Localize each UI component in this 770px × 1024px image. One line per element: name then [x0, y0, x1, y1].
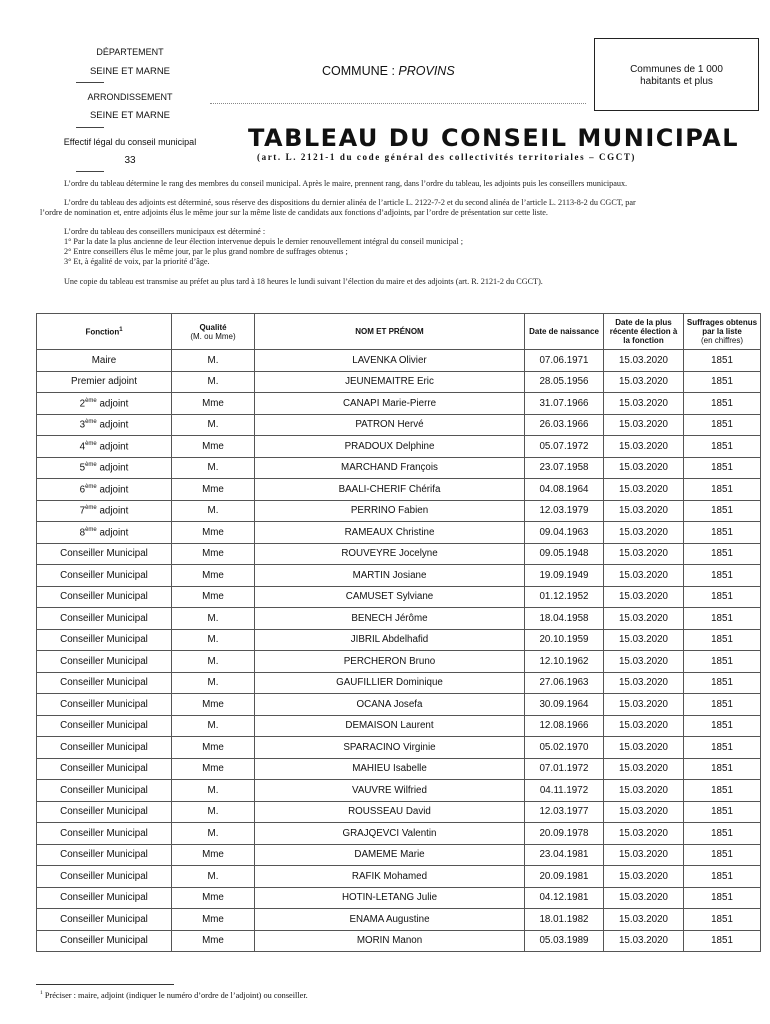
cell-election: 15.03.2020: [604, 479, 684, 501]
cell-suffrages: 1851: [684, 565, 761, 587]
cell-nom: PATRON Hervé: [255, 414, 525, 436]
cell-nom: MARCHAND François: [255, 457, 525, 479]
cell-qualite: M.: [172, 629, 255, 651]
cell-naissance: 23.07.1958: [525, 457, 604, 479]
cell-qualite: M.: [172, 801, 255, 823]
table-header-row: [37, 314, 761, 350]
cell-fonction: Conseiller Municipal: [37, 930, 172, 952]
cell-suffrages: 1851: [684, 780, 761, 802]
cell-qualite: Mme: [172, 479, 255, 501]
box-line-1: Communes de 1 000: [630, 64, 723, 75]
cell-fonction: Conseiller Municipal: [37, 715, 172, 737]
cell-nom: PERCHERON Bruno: [255, 651, 525, 673]
cell-fonction: 5ème adjoint: [37, 457, 172, 479]
cell-suffrages: 1851: [684, 608, 761, 630]
cell-fonction: Conseiller Municipal: [37, 672, 172, 694]
cell-suffrages: 1851: [684, 694, 761, 716]
cell-nom: ROUSSEAU David: [255, 801, 525, 823]
cell-election: 15.03.2020: [604, 909, 684, 931]
intro-paragraph-4: Une copie du tableau est transmise au préfet au plus tard à 18 heures le lundi suivant l’élection du maire et des adjoints (art. R. 2121-2 du CGCT).: [64, 277, 543, 286]
cell-fonction: 3ème adjoint: [37, 414, 172, 436]
cell-fonction: Conseiller Municipal: [37, 737, 172, 759]
table-row: [37, 866, 761, 888]
cell-fonction: Conseiller Municipal: [37, 823, 172, 845]
cell-nom: LAVENKA Olivier: [255, 350, 525, 372]
table-row: [37, 887, 761, 909]
cell-nom: OCANA Josefa: [255, 694, 525, 716]
cell-nom: HOTIN-LETANG Julie: [255, 887, 525, 909]
table-row: [37, 629, 761, 651]
cell-nom: MARTIN Josiane: [255, 565, 525, 587]
cell-suffrages: 1851: [684, 715, 761, 737]
cell-naissance: 04.12.1981: [525, 887, 604, 909]
cell-fonction: Conseiller Municipal: [37, 866, 172, 888]
header-suffrages: Suffrages obtenus par la liste (en chiffres): [684, 314, 761, 350]
cell-nom: MAHIEU Isabelle: [255, 758, 525, 780]
header-qualite: Qualité (M. ou Mme): [172, 314, 255, 350]
cell-nom: DEMAISON Laurent: [255, 715, 525, 737]
cell-naissance: 18.04.1958: [525, 608, 604, 630]
intro-paragraph-1: L’ordre du tableau détermine le rang des membres du conseil municipal. Après le maire, prennent rang, dans l’ordre du tableau, les adjoints puis les conseillers municipaux.: [64, 179, 628, 188]
intro-rule-3: 3° Et, à égalité de voix, par la priorité d’âge.: [64, 257, 210, 266]
cell-naissance: 05.03.1989: [525, 930, 604, 952]
cell-qualite: M.: [172, 608, 255, 630]
cell-qualite: Mme: [172, 565, 255, 587]
intro-paragraph-2b: l’ordre de nomination et, entre adjoints élus le même jour sur la même liste de candidats aux fonctions d’adjoints, par l’ordre de présentation sur cette liste.: [40, 208, 548, 217]
footnote-text: Préciser : maire, adjoint (indiquer le numéro d’ordre de l’adjoint) ou conseiller.: [42, 990, 308, 1000]
cell-fonction: Maire: [37, 350, 172, 372]
intro-paragraph-2a: L’ordre du tableau des adjoints est déterminé, sous réserve des dispositions du dernier alinéa de l’article L. 2122-7-2 et du second alinéa de l’article L. 2113-8-2 du CGCT, par: [64, 198, 636, 207]
effectif-label: Effectif légal du conseil municipal: [63, 137, 197, 147]
cell-election: 15.03.2020: [604, 715, 684, 737]
population-box: [594, 38, 759, 111]
cell-naissance: 26.03.1966: [525, 414, 604, 436]
cell-election: 15.03.2020: [604, 586, 684, 608]
cell-election: 15.03.2020: [604, 522, 684, 544]
table-row: [37, 930, 761, 952]
cell-fonction: Conseiller Municipal: [37, 565, 172, 587]
footnote: [40, 990, 308, 1000]
cell-election: 15.03.2020: [604, 414, 684, 436]
council-table: [36, 313, 761, 952]
table-row: [37, 844, 761, 866]
cell-suffrages: 1851: [684, 586, 761, 608]
cell-naissance: 04.11.1972: [525, 780, 604, 802]
cell-suffrages: 1851: [684, 909, 761, 931]
cell-nom: BENECH Jérôme: [255, 608, 525, 630]
table-row: [37, 393, 761, 415]
departement-value: SEINE ET MARNE: [89, 66, 171, 77]
cell-fonction: Conseiller Municipal: [37, 844, 172, 866]
cell-nom: CAMUSET Sylviane: [255, 586, 525, 608]
cell-qualite: M.: [172, 715, 255, 737]
cell-qualite: M.: [172, 414, 255, 436]
cell-nom: RAMEAUX Christine: [255, 522, 525, 544]
cell-suffrages: 1851: [684, 436, 761, 458]
cell-qualite: Mme: [172, 909, 255, 931]
cell-naissance: 18.01.1982: [525, 909, 604, 931]
cell-nom: PERRINO Fabien: [255, 500, 525, 522]
cell-suffrages: 1851: [684, 651, 761, 673]
cell-suffrages: 1851: [684, 457, 761, 479]
cell-election: 15.03.2020: [604, 543, 684, 565]
cell-election: 15.03.2020: [604, 350, 684, 372]
cell-naissance: 12.08.1966: [525, 715, 604, 737]
intro-paragraph-3: L’ordre du tableau des conseillers municipaux est déterminé :: [64, 227, 266, 236]
arrondissement-value: SEINE ET MARNE: [89, 110, 171, 121]
cell-suffrages: 1851: [684, 823, 761, 845]
table-row: [37, 522, 761, 544]
cell-nom: JIBRIL Abdelhafid: [255, 629, 525, 651]
cell-fonction: Conseiller Municipal: [37, 586, 172, 608]
cell-qualite: Mme: [172, 930, 255, 952]
table-row: [37, 457, 761, 479]
cell-fonction: Conseiller Municipal: [37, 543, 172, 565]
table-row: [37, 500, 761, 522]
cell-suffrages: 1851: [684, 737, 761, 759]
cell-nom: PRADOUX Delphine: [255, 436, 525, 458]
cell-fonction: Premier adjoint: [37, 371, 172, 393]
header-nom: NOM ET PRÉNOM: [255, 314, 525, 350]
cell-naissance: 20.09.1981: [525, 866, 604, 888]
cell-qualite: Mme: [172, 737, 255, 759]
cell-qualite: M.: [172, 866, 255, 888]
cell-fonction: Conseiller Municipal: [37, 887, 172, 909]
cell-election: 15.03.2020: [604, 457, 684, 479]
cell-election: 15.03.2020: [604, 758, 684, 780]
cell-suffrages: 1851: [684, 371, 761, 393]
cell-fonction: Conseiller Municipal: [37, 758, 172, 780]
footnote-marker: 1: [119, 327, 123, 334]
cell-naissance: 12.10.1962: [525, 651, 604, 673]
cell-nom: GRAJQEVCI Valentin: [255, 823, 525, 845]
cell-nom: GAUFILLIER Dominique: [255, 672, 525, 694]
cell-fonction: Conseiller Municipal: [37, 780, 172, 802]
cell-fonction: Conseiller Municipal: [37, 801, 172, 823]
table-row: [37, 909, 761, 931]
cell-fonction: Conseiller Municipal: [37, 694, 172, 716]
cell-fonction: 6ème adjoint: [37, 479, 172, 501]
cell-nom: RAFIK Mohamed: [255, 866, 525, 888]
divider: [76, 127, 104, 128]
cell-election: 15.03.2020: [604, 371, 684, 393]
table-body: [37, 350, 761, 952]
cell-election: 15.03.2020: [604, 672, 684, 694]
cell-qualite: Mme: [172, 586, 255, 608]
cell-naissance: 09.04.1963: [525, 522, 604, 544]
dotted-divider: [210, 103, 586, 104]
cell-qualite: M.: [172, 500, 255, 522]
cell-naissance: 30.09.1964: [525, 694, 604, 716]
table-row: [37, 586, 761, 608]
cell-naissance: 07.06.1971: [525, 350, 604, 372]
cell-qualite: M.: [172, 780, 255, 802]
cell-qualite: M.: [172, 371, 255, 393]
cell-naissance: 19.09.1949: [525, 565, 604, 587]
cell-fonction: Conseiller Municipal: [37, 651, 172, 673]
cell-election: 15.03.2020: [604, 866, 684, 888]
cell-nom: CANAPI Marie-Pierre: [255, 393, 525, 415]
table-row: [37, 823, 761, 845]
cell-fonction: 7ème adjoint: [37, 500, 172, 522]
footnote-marker: 1: [40, 990, 43, 996]
table-row: [37, 694, 761, 716]
table-row: [37, 414, 761, 436]
cell-nom: ROUVEYRE Jocelyne: [255, 543, 525, 565]
table-row: [37, 371, 761, 393]
cell-qualite: Mme: [172, 522, 255, 544]
cell-election: 15.03.2020: [604, 844, 684, 866]
departement-label: DÉPARTEMENT: [96, 47, 164, 57]
cell-election: 15.03.2020: [604, 930, 684, 952]
cell-fonction: 4ème adjoint: [37, 436, 172, 458]
cell-naissance: 12.03.1979: [525, 500, 604, 522]
cell-suffrages: 1851: [684, 350, 761, 372]
cell-election: 15.03.2020: [604, 694, 684, 716]
cell-qualite: M.: [172, 457, 255, 479]
cell-election: 15.03.2020: [604, 500, 684, 522]
cell-fonction: Conseiller Municipal: [37, 629, 172, 651]
cell-election: 15.03.2020: [604, 887, 684, 909]
cell-suffrages: 1851: [684, 801, 761, 823]
cell-nom: DAMEME Marie: [255, 844, 525, 866]
cell-suffrages: 1851: [684, 930, 761, 952]
intro-rule-2: 2° Entre conseillers élus le même jour, par le plus grand nombre de suffrages obtenus ;: [64, 247, 348, 256]
cell-nom: MORIN Manon: [255, 930, 525, 952]
cell-election: 15.03.2020: [604, 629, 684, 651]
page-subtitle: (art. L. 2121-1 du code général des collectivités territoriales – CGCT): [257, 152, 637, 162]
cell-election: 15.03.2020: [604, 565, 684, 587]
cell-election: 15.03.2020: [604, 393, 684, 415]
table-row: [37, 651, 761, 673]
cell-suffrages: 1851: [684, 479, 761, 501]
cell-fonction: Conseiller Municipal: [37, 608, 172, 630]
cell-naissance: 27.06.1963: [525, 672, 604, 694]
table-row: [37, 758, 761, 780]
cell-fonction: 8ème adjoint: [37, 522, 172, 544]
cell-naissance: 23.04.1981: [525, 844, 604, 866]
cell-naissance: 05.07.1972: [525, 436, 604, 458]
table-row: [37, 479, 761, 501]
table-row: [37, 715, 761, 737]
cell-naissance: 20.10.1959: [525, 629, 604, 651]
table-row: [37, 565, 761, 587]
header-naissance: Date de naissance: [525, 314, 604, 350]
header-election: Date de la plus récente élection à la fonction: [604, 314, 684, 350]
cell-election: 15.03.2020: [604, 823, 684, 845]
divider: [76, 82, 104, 83]
cell-election: 15.03.2020: [604, 737, 684, 759]
cell-naissance: 09.05.1948: [525, 543, 604, 565]
cell-qualite: Mme: [172, 436, 255, 458]
arrondissement-label: ARRONDISSEMENT: [87, 92, 173, 102]
table-row: [37, 737, 761, 759]
commune-label: COMMUNE :: [322, 64, 399, 78]
table-row: [37, 780, 761, 802]
cell-election: 15.03.2020: [604, 608, 684, 630]
table-row: [37, 608, 761, 630]
table-row: [37, 436, 761, 458]
cell-fonction: Conseiller Municipal: [37, 909, 172, 931]
cell-naissance: 01.12.1952: [525, 586, 604, 608]
table-row: [37, 672, 761, 694]
page-title: TABLEAU DU CONSEIL MUNICIPAL: [248, 124, 740, 152]
cell-suffrages: 1851: [684, 414, 761, 436]
table-row: [37, 801, 761, 823]
cell-election: 15.03.2020: [604, 436, 684, 458]
cell-naissance: 28.05.1956: [525, 371, 604, 393]
table-row: [37, 543, 761, 565]
cell-election: 15.03.2020: [604, 780, 684, 802]
effectif-value: 33: [124, 155, 136, 166]
commune-name: PROVINS: [398, 64, 455, 78]
cell-suffrages: 1851: [684, 887, 761, 909]
cell-suffrages: 1851: [684, 866, 761, 888]
cell-qualite: M.: [172, 651, 255, 673]
cell-election: 15.03.2020: [604, 651, 684, 673]
cell-naissance: 31.07.1966: [525, 393, 604, 415]
cell-suffrages: 1851: [684, 758, 761, 780]
cell-suffrages: 1851: [684, 629, 761, 651]
cell-qualite: Mme: [172, 543, 255, 565]
cell-suffrages: 1851: [684, 672, 761, 694]
cell-naissance: 05.02.1970: [525, 737, 604, 759]
cell-qualite: Mme: [172, 844, 255, 866]
cell-suffrages: 1851: [684, 522, 761, 544]
cell-qualite: M.: [172, 672, 255, 694]
cell-suffrages: 1851: [684, 844, 761, 866]
cell-fonction: 2ème adjoint: [37, 393, 172, 415]
intro-rule-1: 1° Par la date la plus ancienne de leur élection intervenue depuis le dernier renouvellement intégral du conseil municipal ;: [64, 237, 464, 246]
header-fonction: Fonction$^1$: [37, 314, 172, 350]
cell-naissance: 20.09.1978: [525, 823, 604, 845]
footnote-divider: [36, 984, 174, 985]
cell-nom: SPARACINO Virginie: [255, 737, 525, 759]
cell-suffrages: 1851: [684, 500, 761, 522]
table-row: [37, 350, 761, 372]
cell-election: 15.03.2020: [604, 801, 684, 823]
cell-qualite: M.: [172, 823, 255, 845]
cell-nom: JEUNEMAITRE Eric: [255, 371, 525, 393]
cell-qualite: Mme: [172, 393, 255, 415]
cell-naissance: 04.08.1964: [525, 479, 604, 501]
cell-nom: VAUVRE Wilfried: [255, 780, 525, 802]
cell-qualite: Mme: [172, 694, 255, 716]
cell-naissance: 12.03.1977: [525, 801, 604, 823]
cell-qualite: M.: [172, 350, 255, 372]
divider: [76, 171, 104, 172]
commune-line: [322, 64, 455, 78]
box-line-2: habitants et plus: [640, 76, 713, 87]
cell-qualite: Mme: [172, 887, 255, 909]
cell-nom: ENAMA Augustine: [255, 909, 525, 931]
cell-naissance: 07.01.1972: [525, 758, 604, 780]
cell-suffrages: 1851: [684, 393, 761, 415]
cell-qualite: Mme: [172, 758, 255, 780]
cell-suffrages: 1851: [684, 543, 761, 565]
cell-nom: BAALI-CHERIF Chérifa: [255, 479, 525, 501]
